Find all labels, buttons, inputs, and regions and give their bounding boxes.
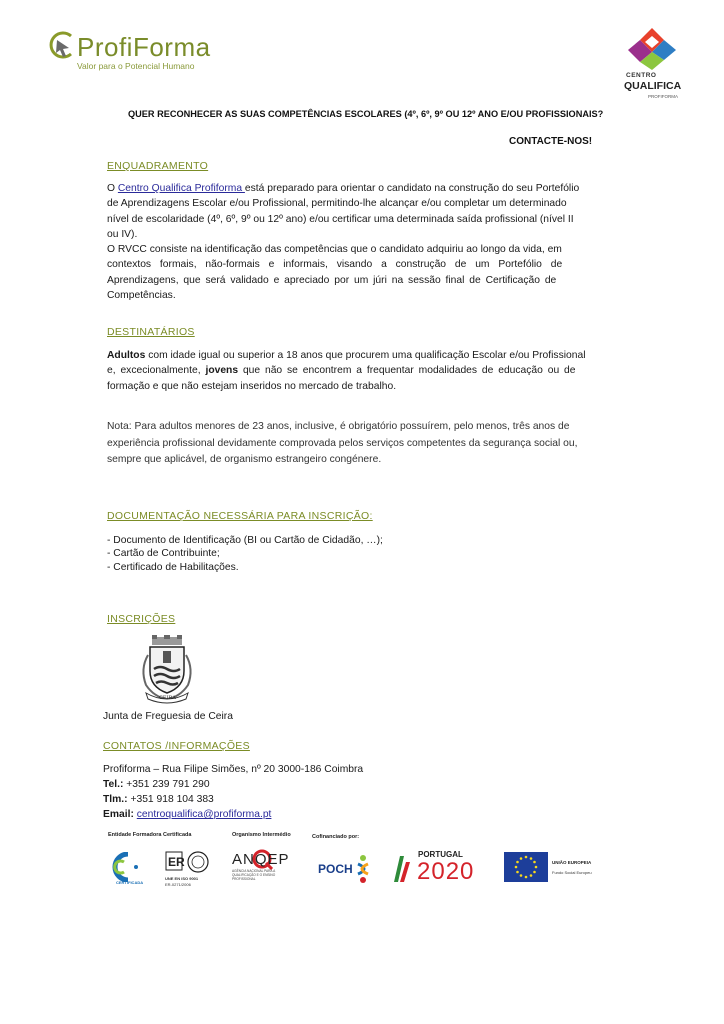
enq-lead: O xyxy=(107,183,118,194)
email-line xyxy=(103,807,363,822)
enq-p1-line3: nível de escolaridade (4º, 6º, 9º ou 12º ano) e/ou certificar uma determinada saída profissional (nível II xyxy=(107,213,574,225)
qualifica-line3: PROFIFORMA xyxy=(648,94,678,99)
qualifica-diamond-icon xyxy=(628,28,676,70)
enq-p1-line1 xyxy=(107,181,607,196)
list-item: - Certificado de Habilitações. xyxy=(107,561,239,573)
footer-label-cofinanciado: Cofinanciado por: xyxy=(312,834,360,840)
tlm-label: Tlm.: xyxy=(103,794,128,805)
aenor-er-icon xyxy=(164,850,212,876)
centro-qualifica-link[interactable]: Centro Qualifica Profiforma xyxy=(117,183,245,194)
enq-p2-line4: Competências. xyxy=(107,290,176,302)
list-item: - Cartão de Contribuinte; xyxy=(107,548,220,560)
profiforma-logo xyxy=(45,28,225,72)
portugal-2020-logo xyxy=(390,850,490,890)
contacts-block xyxy=(103,762,363,822)
email-link[interactable]: centroqualifica@profiforma.pt xyxy=(136,809,272,820)
poch-logo xyxy=(316,852,374,886)
enquadramento-text xyxy=(107,181,607,303)
enq-line1-rest: está preparado para orientar o candidato na construção do seu Portefólio xyxy=(244,183,580,194)
address: Profiforma – Rua Filipe Simões, nº 20 3000-186 Coimbra xyxy=(103,764,364,775)
destinatarios-note xyxy=(107,419,617,469)
tel-line xyxy=(103,777,363,792)
dest-line1-rest: com idade igual ou superior a 18 anos que procurem uma qualificação Escolar e/ou Profissional xyxy=(145,350,586,361)
ceira-crest xyxy=(134,635,200,705)
er-number: ER-0271/2006 xyxy=(165,882,191,887)
poch-mark-icon xyxy=(352,854,374,884)
dgert-logo xyxy=(108,852,154,888)
list-item: - Documento de Identificação (BI ou Cartão de Cidadão, …); xyxy=(107,535,383,546)
email-label: Email: xyxy=(103,809,137,820)
tel-label: Tel.: xyxy=(103,779,124,790)
anqep-logo xyxy=(232,848,294,888)
dest-line3: formação e que não estejam inseridos no mercado de trabalho. xyxy=(107,380,397,392)
svg-text:ER: ER xyxy=(168,855,185,869)
section-title-enquadramento: ENQUADRAMENTO xyxy=(107,160,209,172)
eu-flag-icon xyxy=(504,852,548,882)
portugal-mark-icon xyxy=(390,854,412,884)
note-line1: Nota: Para adultos menores de 23 anos, inclusive, é obrigatório possuírem, pelo menos, três anos de xyxy=(107,421,570,432)
portugal-label: PORTUGAL xyxy=(418,850,463,859)
crest-label: CEIRA xyxy=(159,695,176,701)
anqep-subtitle: AGÊNCIA NACIONAL PARA A QUALIFICAÇÃO E O ENSINO PROFISSIONAL xyxy=(232,869,276,881)
dest-line2-a: e, excecionalmente, xyxy=(107,365,206,377)
profiforma-name: ProfiForma xyxy=(77,32,211,62)
enq-p2-line2: contextos formais, não-formais e informais, visando a construção de um Portefólio de xyxy=(107,259,563,271)
dest-line2-rest: que não se encontrem a frequentar modalidades de educação ou de xyxy=(238,365,576,377)
note-line2: experiência profissional devidamente comprovada pelos serviços competentes da segurança social ou, xyxy=(107,437,578,449)
year-2020: 2020 xyxy=(417,858,475,885)
junta-freguesia: Junta de Freguesia de Ceira xyxy=(103,711,233,722)
note-line3: sempre que aplicável, de organismo estrangeiro congénere. xyxy=(107,454,382,465)
enq-p2-line1: O RVCC consiste na identificação das competências que o candidato adquiriu ao longo da vida, em xyxy=(107,244,562,256)
poch-name: POCH xyxy=(318,862,353,876)
documentacao-list xyxy=(107,534,383,574)
footer-label-organismo: Organismo Intermédio xyxy=(232,832,291,838)
dgert-label: CERTIFICADA xyxy=(116,880,144,885)
anqep-name: ANQEP xyxy=(232,851,290,868)
qualifica-line1: CENTRO xyxy=(626,72,657,79)
dest-bold-jovens: jovens xyxy=(205,365,239,377)
enq-p2-line3: Aprendizagens, que será validado e apreciado por um júri na sessão final de Certificação de xyxy=(107,274,557,286)
tlm-line xyxy=(103,792,363,807)
section-title-destinatarios: DESTINATÁRIOS xyxy=(107,326,195,338)
section-title-contatos: CONTATOS /INFORMAÇÕES xyxy=(103,740,250,752)
contact-cta: CONTACTE-NOS! xyxy=(509,136,593,147)
section-title-documentacao: DOCUMENTAÇÃO NECESSÁRIA PARA INSCRIÇÃO: xyxy=(107,510,373,522)
aenor-logo xyxy=(164,850,212,890)
dest-line2 xyxy=(107,363,607,378)
footer-label-entidade: Entidade Formadora Certificada xyxy=(108,832,192,838)
profiforma-mark-icon xyxy=(45,30,77,62)
eu-fund-label: Fundo Social Europeu xyxy=(552,870,592,875)
iso-label: UNE EN ISO 9001 xyxy=(165,876,199,881)
dest-line1 xyxy=(107,348,607,363)
qualifica-line2: QUALIFICA xyxy=(624,80,682,92)
section-title-inscricoes: INSCRIÇÕES xyxy=(107,613,176,625)
dest-bold-adultos: Adultos xyxy=(107,350,146,361)
profiforma-tagline: Valor para o Potencial Humano xyxy=(77,61,195,71)
enq-p1-line2: de Aprendizagens Escolar e/ou Profissional, permitindo-lhe alcançar e/ou completar um determinado xyxy=(107,198,567,210)
destinatarios-text xyxy=(107,348,607,394)
tlm-value: +351 918 104 383 xyxy=(127,794,214,805)
dgert-icon xyxy=(108,852,154,882)
tel-value: +351 239 791 290 xyxy=(123,779,210,790)
centro-qualifica-logo xyxy=(618,28,690,108)
eu-logo xyxy=(504,852,604,886)
page-headline: QUER RECONHECER AS SUAS COMPETÊNCIAS ESCOLARES (4º, 6º, 9º OU 12º ANO E/OU PROFISSIONAIS? xyxy=(128,109,604,119)
eu-label: UNIÃO EUROPEIA xyxy=(552,860,592,865)
enq-p1-line4: ou IV). xyxy=(107,228,138,240)
